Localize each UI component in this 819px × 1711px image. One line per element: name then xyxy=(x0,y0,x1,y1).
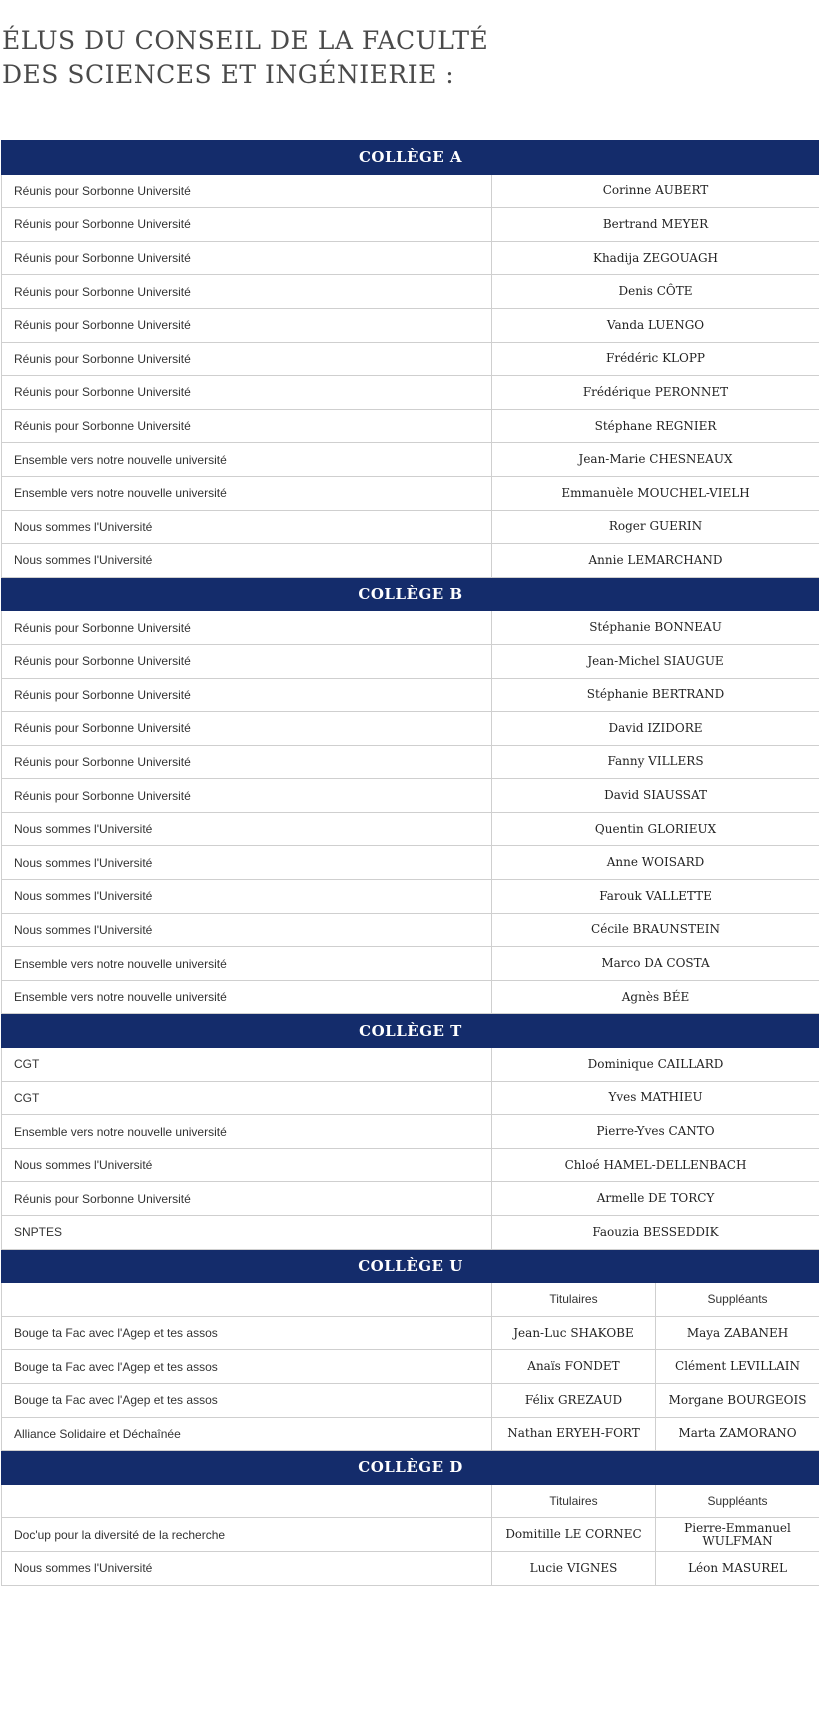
college-header-row xyxy=(2,1014,819,1048)
list-name: Ensemble vers notre nouvelle université xyxy=(2,1115,492,1149)
list-name: SNPTES xyxy=(2,1216,492,1250)
elected-name: Frédérique PERONNET xyxy=(492,376,819,410)
list-name: Ensemble vers notre nouvelle université xyxy=(2,476,492,510)
table-row xyxy=(2,409,819,443)
elected-name: Corinne AUBERT xyxy=(492,174,819,208)
elected-name: Jean-Michel SIAUGUE xyxy=(492,644,819,678)
list-name: Réunis pour Sorbonne Université xyxy=(2,745,492,779)
elected-name: Khadija ZEGOUAGH xyxy=(492,241,819,275)
list-name: Réunis pour Sorbonne Université xyxy=(2,409,492,443)
college-header-row xyxy=(2,1451,819,1485)
titulaire-name: Nathan ERYEH-FORT xyxy=(492,1417,656,1451)
elected-name: Anne WOISARD xyxy=(492,846,819,880)
list-name: Réunis pour Sorbonne Université xyxy=(2,275,492,309)
list-name: Réunis pour Sorbonne Université xyxy=(2,174,492,208)
list-name: Nous sommes l'Université xyxy=(2,544,492,578)
suppleants-header: Suppléants xyxy=(656,1484,819,1518)
table-row xyxy=(2,812,819,846)
elected-name: Fanny VILLERS xyxy=(492,745,819,779)
list-name: Nous sommes l'Université xyxy=(2,1148,492,1182)
table-row xyxy=(2,880,819,914)
elected-name: Stéphanie BERTRAND xyxy=(492,678,819,712)
college-title: COLLÈGE A xyxy=(2,141,819,175)
page-title xyxy=(2,24,762,92)
titulaires-header: Titulaires xyxy=(492,1484,656,1518)
list-name: Nous sommes l'Université xyxy=(2,846,492,880)
list-name: CGT xyxy=(2,1081,492,1115)
list-name: Réunis pour Sorbonne Université xyxy=(2,712,492,746)
titulaires-header: Titulaires xyxy=(492,1283,656,1317)
empty-cell xyxy=(2,1484,492,1518)
table-row xyxy=(2,1115,819,1149)
list-name: Ensemble vers notre nouvelle université xyxy=(2,443,492,477)
elected-name: Pierre-Yves CANTO xyxy=(492,1115,819,1149)
table-row xyxy=(2,1048,819,1082)
table-row xyxy=(2,678,819,712)
table-row xyxy=(2,308,819,342)
subheader-row xyxy=(2,1484,819,1518)
elected-name: Stéphane REGNIER xyxy=(492,409,819,443)
list-name: Nous sommes l'Université xyxy=(2,1551,492,1585)
college-header-row xyxy=(2,1249,819,1283)
elected-name: Denis CÔTE xyxy=(492,275,819,309)
elected-name: Annie LEMARCHAND xyxy=(492,544,819,578)
table-row xyxy=(2,510,819,544)
suppleant-name: Pierre-Emmanuel WULFMAN xyxy=(656,1518,819,1552)
suppleant-name: Marta ZAMORANO xyxy=(656,1417,819,1451)
table-row xyxy=(2,947,819,981)
table-row xyxy=(2,241,819,275)
table-row xyxy=(2,1182,819,1216)
college-header-row xyxy=(2,141,819,175)
suppleant-name: Morgane BOURGEOIS xyxy=(656,1383,819,1417)
table-row xyxy=(2,174,819,208)
titulaire-name: Jean-Luc SHAKOBE xyxy=(492,1316,656,1350)
suppleant-name: Maya ZABANEH xyxy=(656,1316,819,1350)
table-row xyxy=(2,1417,819,1451)
elected-name: Armelle DE TORCY xyxy=(492,1182,819,1216)
college-title: COLLÈGE U xyxy=(2,1249,819,1283)
table-row xyxy=(2,1081,819,1115)
elected-name: Agnès BÉE xyxy=(492,980,819,1014)
titulaire-name: Lucie VIGNES xyxy=(492,1551,656,1585)
college-title: COLLÈGE D xyxy=(2,1451,819,1485)
page-title-line-2: DES SCIENCES ET INGÉNIERIE : xyxy=(2,60,455,89)
list-name: Alliance Solidaire et Déchaînée xyxy=(2,1417,492,1451)
table-row xyxy=(2,779,819,813)
table-row xyxy=(2,1518,819,1552)
table-row xyxy=(2,745,819,779)
table-row xyxy=(2,913,819,947)
table-row xyxy=(2,712,819,746)
table-row xyxy=(2,644,819,678)
table-row xyxy=(2,208,819,242)
list-name: Réunis pour Sorbonne Université xyxy=(2,644,492,678)
suppleant-name: Léon MASUREL xyxy=(656,1551,819,1585)
list-name: Nous sommes l'Université xyxy=(2,880,492,914)
table-row xyxy=(2,1148,819,1182)
elected-name: David IZIDORE xyxy=(492,712,819,746)
table-row xyxy=(2,1216,819,1250)
list-name: Nous sommes l'Université xyxy=(2,812,492,846)
elected-name: Frédéric KLOPP xyxy=(492,342,819,376)
table-row xyxy=(2,376,819,410)
list-name: Réunis pour Sorbonne Université xyxy=(2,611,492,645)
table-row xyxy=(2,1350,819,1384)
table-row xyxy=(2,443,819,477)
elected-name: Emmanuèle MOUCHEL-VIELH xyxy=(492,476,819,510)
elected-name: David SIAUSSAT xyxy=(492,779,819,813)
list-name: Doc'up pour la diversité de la recherche xyxy=(2,1518,492,1552)
list-name: Bouge ta Fac avec l'Agep et tes assos xyxy=(2,1350,492,1384)
suppleants-header: Suppléants xyxy=(656,1283,819,1317)
titulaire-name: Félix GREZAUD xyxy=(492,1383,656,1417)
list-name: Réunis pour Sorbonne Université xyxy=(2,376,492,410)
table-row xyxy=(2,342,819,376)
elected-name: Jean-Marie CHESNEAUX xyxy=(492,443,819,477)
suppleant-name: Clément LEVILLAIN xyxy=(656,1350,819,1384)
list-name: Ensemble vers notre nouvelle université xyxy=(2,980,492,1014)
page-title-line-1: ÉLUS DU CONSEIL DE LA FACULTÉ xyxy=(2,26,489,55)
elected-name: Stéphanie BONNEAU xyxy=(492,611,819,645)
table-row xyxy=(2,476,819,510)
elected-name: Quentin GLORIEUX xyxy=(492,812,819,846)
elected-name: Bertrand MEYER xyxy=(492,208,819,242)
list-name: Ensemble vers notre nouvelle université xyxy=(2,947,492,981)
empty-cell xyxy=(2,1283,492,1317)
results-table xyxy=(1,140,819,1586)
list-name: Réunis pour Sorbonne Université xyxy=(2,1182,492,1216)
titulaire-name: Domitille LE CORNEC xyxy=(492,1518,656,1552)
list-name: Bouge ta Fac avec l'Agep et tes assos xyxy=(2,1383,492,1417)
elected-name: Vanda LUENGO xyxy=(492,308,819,342)
list-name: Réunis pour Sorbonne Université xyxy=(2,241,492,275)
list-name: Réunis pour Sorbonne Université xyxy=(2,308,492,342)
list-name: Bouge ta Fac avec l'Agep et tes assos xyxy=(2,1316,492,1350)
elected-name: Faouzia BESSEDDIK xyxy=(492,1216,819,1250)
table-row xyxy=(2,544,819,578)
table-row xyxy=(2,846,819,880)
list-name: Réunis pour Sorbonne Université xyxy=(2,208,492,242)
list-name: Nous sommes l'Université xyxy=(2,913,492,947)
subheader-row xyxy=(2,1283,819,1317)
table-row xyxy=(2,1551,819,1585)
elected-name: Marco DA COSTA xyxy=(492,947,819,981)
list-name: Réunis pour Sorbonne Université xyxy=(2,342,492,376)
elected-name: Farouk VALLETTE xyxy=(492,880,819,914)
list-name: Réunis pour Sorbonne Université xyxy=(2,779,492,813)
titulaire-name: Anaïs FONDET xyxy=(492,1350,656,1384)
table-row xyxy=(2,980,819,1014)
list-name: CGT xyxy=(2,1048,492,1082)
table-row xyxy=(2,1383,819,1417)
list-name: Réunis pour Sorbonne Université xyxy=(2,678,492,712)
table-row xyxy=(2,611,819,645)
table-row xyxy=(2,1316,819,1350)
list-name: Nous sommes l'Université xyxy=(2,510,492,544)
elected-name: Roger GUERIN xyxy=(492,510,819,544)
elected-name: Cécile BRAUNSTEIN xyxy=(492,913,819,947)
college-title: COLLÈGE T xyxy=(2,1014,819,1048)
elected-name: Dominique CAILLARD xyxy=(492,1048,819,1082)
college-title: COLLÈGE B xyxy=(2,577,819,611)
elected-name: Chloé HAMEL-DELLENBACH xyxy=(492,1148,819,1182)
elected-name: Yves MATHIEU xyxy=(492,1081,819,1115)
college-header-row xyxy=(2,577,819,611)
table-row xyxy=(2,275,819,309)
